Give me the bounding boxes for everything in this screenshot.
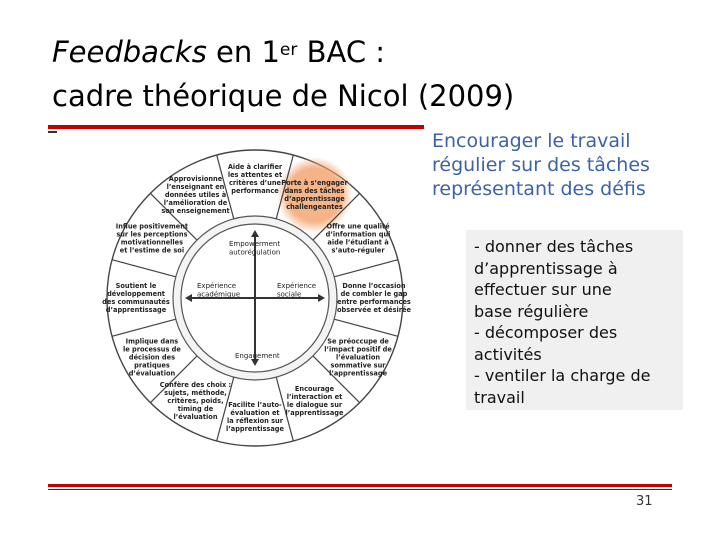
title-line1-rest: en 1: [206, 35, 280, 69]
callout-line-1: Encourager le travail: [432, 130, 631, 152]
title-line-2: cadre théorique de Nicol (2009): [52, 79, 515, 113]
bullet-line: activités: [474, 344, 542, 364]
segment-label: Porte à s’engager dans des tâches d’apprentissage challengeantes: [281, 179, 348, 211]
title-superscript: er: [279, 40, 298, 60]
page-number: 31: [636, 494, 653, 509]
bullet-line: - donner des tâches: [474, 237, 634, 256]
bullet-line: travail: [474, 387, 525, 407]
bullet-line: base régulière: [474, 301, 589, 321]
segment-label: Offre une qualité d’information qui aide l’étudiant à s’auto-réguler: [325, 222, 391, 255]
segment-label: Encourage l’interaction et le dialogue sur l’apprentissage: [285, 385, 344, 417]
segment-label: Soutient le développement des communautés d’apprentissage: [102, 282, 170, 314]
segment-label: Donne l’occasion de combler le gap entre performances observée et désirée: [337, 282, 411, 314]
title-line1-end: BAC :: [297, 35, 386, 69]
bullet-line: - décomposer des: [474, 323, 618, 342]
segment-label: Approvisionne l’enseignant en données utiles à l’amélioration de son enseignement: [161, 175, 230, 215]
bullet-line: effectuer sur une: [474, 280, 612, 299]
segment-label: Se préoccupe de l’impact positif de l’évaluation sommative sur l’apprentissage: [324, 337, 392, 378]
callout-box: [424, 125, 694, 213]
inner-label-right: Expérience sociale: [277, 282, 317, 299]
bullet-list: [466, 230, 683, 410]
footer-rule-red: [48, 484, 672, 487]
segment-label: Facilite l’auto-évaluation et la réflexion sur l’apprentissage: [226, 401, 284, 433]
bullet-line: - ventiler la charge de: [474, 366, 651, 385]
segment-label: Aide à clarifier les attentes et critères d’une performance: [227, 163, 283, 195]
callout-line-2: régulier sur des tâches: [432, 154, 650, 176]
callout-line-3: représentant des défis: [432, 178, 646, 200]
bullet-line: d’apprentissage à: [474, 258, 618, 278]
inner-label-top: Empowerment autorégulation: [229, 240, 281, 257]
inner-label-left: Expérience académique: [197, 282, 241, 299]
segment-label: Confère des choix : sujets, méthode, critères, poids, timing de l’évaluation: [159, 381, 232, 421]
inner-label-bottom: Engagement: [235, 352, 280, 360]
segment-label: Influe positivement sur les perceptions motivationnelles et l’estime de soi: [115, 222, 189, 255]
title-line-1: [52, 30, 672, 74]
slide-title: [52, 30, 672, 118]
segment-label: Implique dans le processus de décision des pratiques d’évaluation: [123, 337, 181, 378]
title-italic: Feedbacks: [52, 35, 207, 69]
footer-rule-dark: [48, 489, 672, 490]
